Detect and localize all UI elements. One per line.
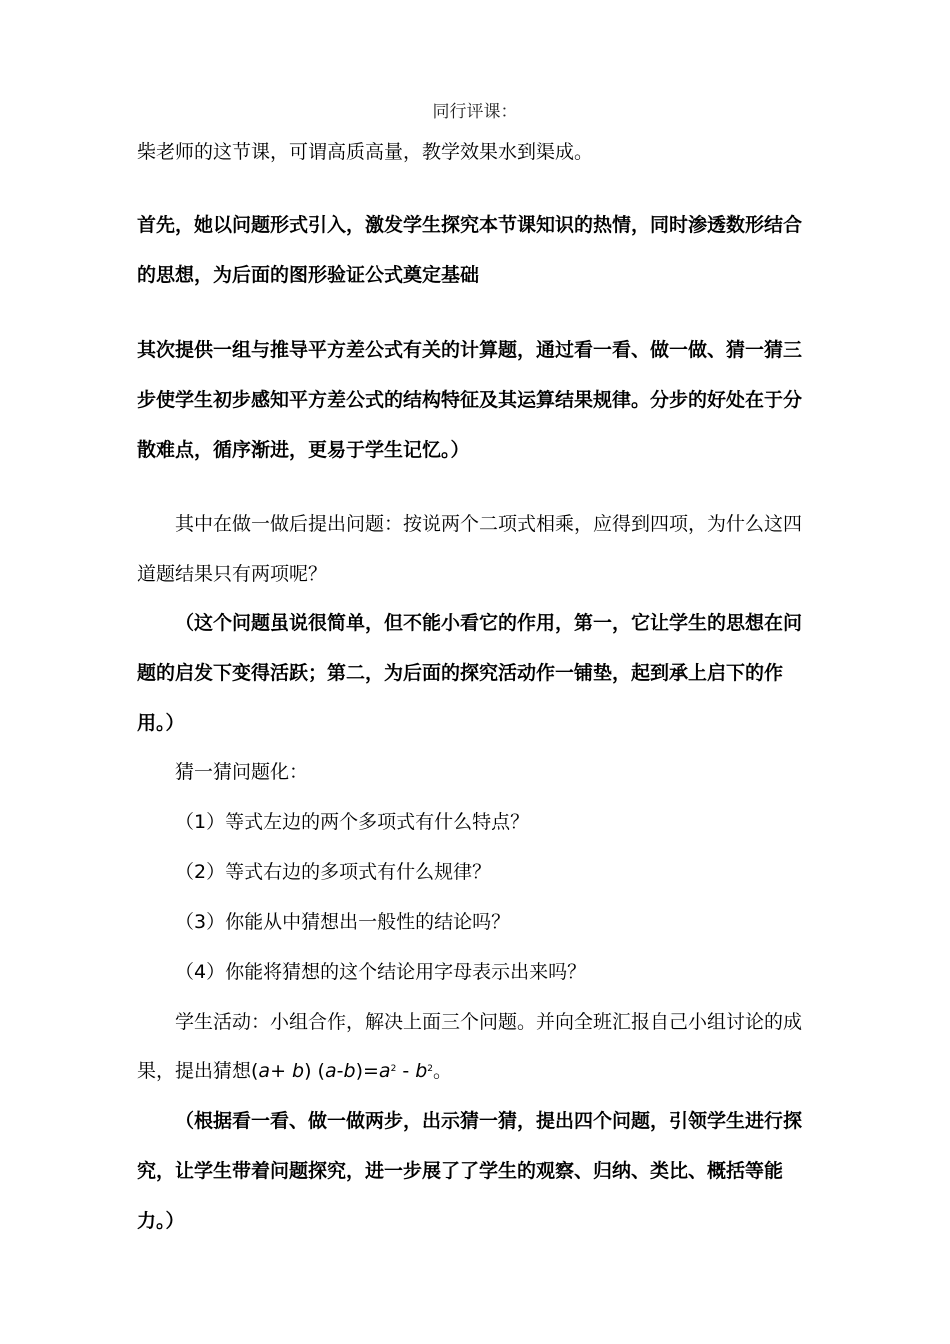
paragraph-line: 散难点，循序渐进，更易于学生记忆。） [137,439,470,461]
paragraph-line: 究，让学生带着问题探究，进一步展了了学生的观察、归纳、类比、概括等能 [137,1160,784,1182]
paragraph-line: 学生活动：小组合作，解决上面三个问题。并向全班汇报自己小组讨论的成 [175,1011,803,1033]
paragraph-line: 题的启发下变得活跃；第二，为后面的探究活动作一铺垫，起到承上启下的作 [137,662,784,684]
paragraph-line: 道题结果只有两项呢？ [137,563,328,585]
paragraph-line: （这个问题虽说很简单，但不能小看它的作用，第一，它让学生的思想在问 [175,612,803,634]
paragraph-line: 猜一猜问题化： [175,761,309,783]
paragraph-line: 步使学生初步感知平方差公式的结构特征及其运算结果规律。分步的好处在于分 [137,389,803,411]
question-item: （1）等式左边的两个多项式有什么特点？ [175,811,530,833]
paragraph-line: （根据看一看、做一做两步，出示猜一猜，提出四个问题，引领学生进行探 [175,1110,803,1132]
document-title: 同行评课： [432,102,518,122]
paragraph-line: 力。） [137,1210,185,1232]
question-item: （2）等式右边的多项式有什么规律？ [175,861,492,883]
formula-line: 果，提出猜想(a+ b) $(a-b)=a^2 - b^2$。 [137,1060,453,1082]
paragraph-line: 首先，她以问题形式引入，激发学生探究本节课知识的热情，同时渗透数形结合 [137,214,803,236]
paragraph-line: 用。） [137,712,185,734]
question-item: （4）你能将猜想的这个结论用字母表示出来吗？ [175,961,587,983]
paragraph-line: 其中在做一做后提出问题：按说两个二项式相乘，应得到四项，为什么这四 [175,513,803,535]
paragraph-line: 柴老师的这节课，可谓高质高量，教学效果水到渠成。 [137,141,594,163]
question-item: （3）你能从中猜想出一般性的结论吗？ [175,911,511,933]
paragraph-line: 的思想，为后面的图形验证公式奠定基础 [137,264,480,286]
paragraph-line: 其次提供一组与推导平方差公式有关的计算题，通过看一看、做一做、猜一猜三 [137,339,803,361]
